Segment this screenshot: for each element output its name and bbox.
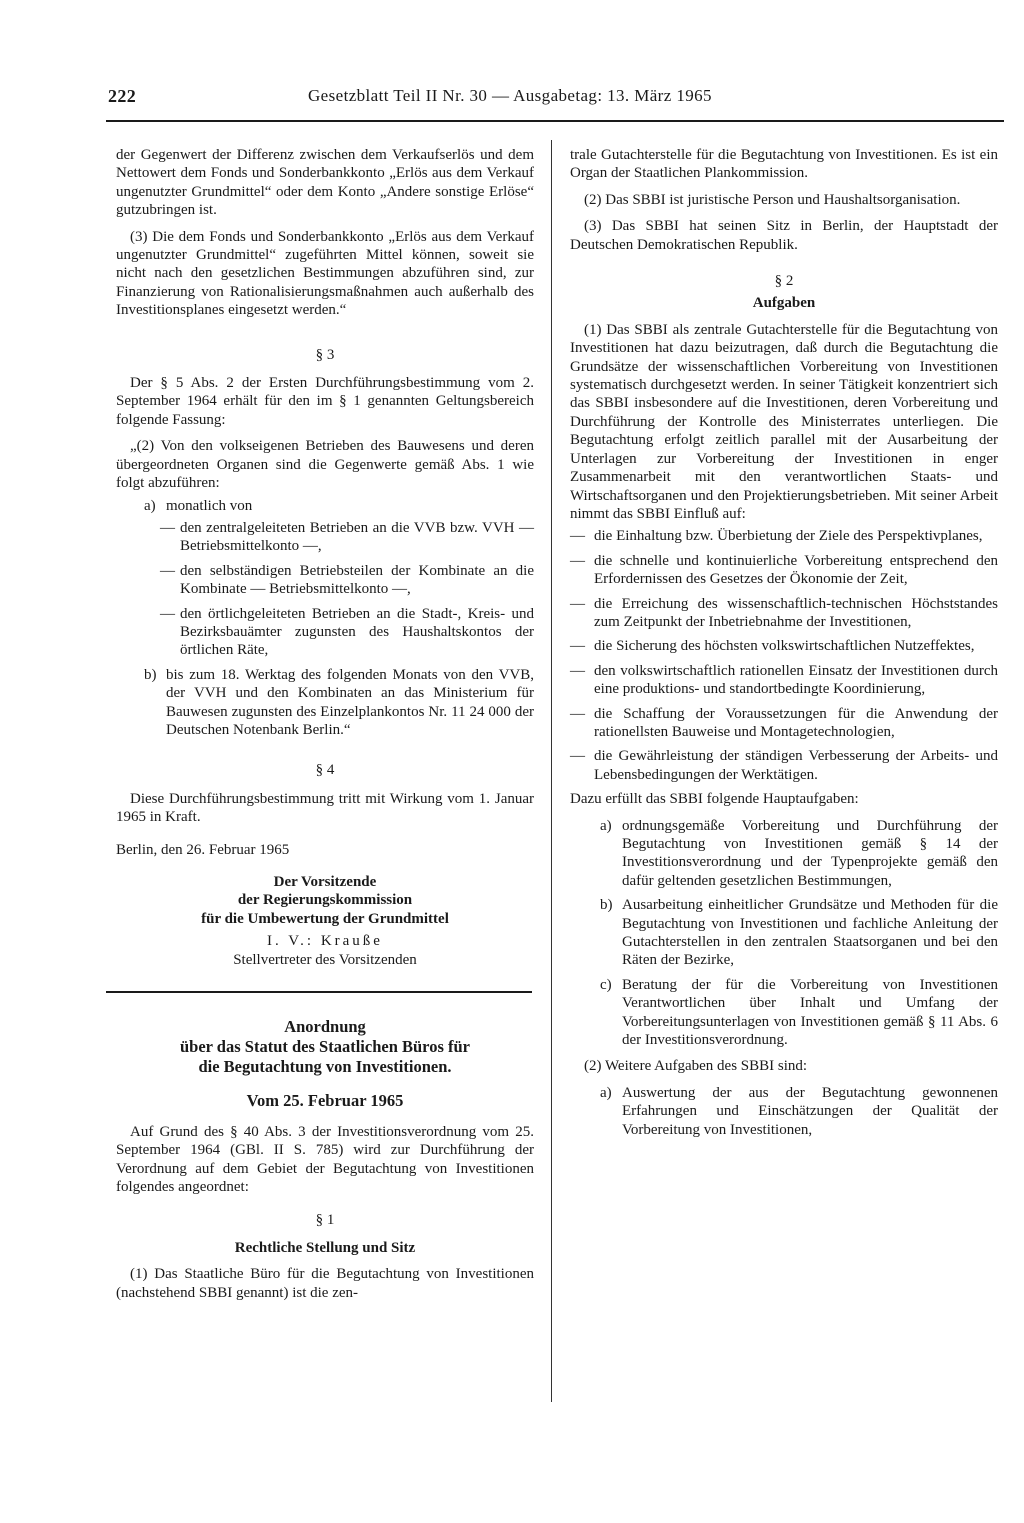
paragraph: (2) Das SBBI ist juristische Person und Haushaltsorganisation. [584, 191, 961, 208]
paragraph: trale Gutachterstelle für die Begutachtung von Investitionen. Es ist ein Organ der Staatlichen Plankommission. [570, 147, 998, 182]
dash-mark: — [570, 638, 585, 655]
signature-name: I. V.: Krauße [267, 933, 383, 950]
dash-mark: — [570, 705, 585, 722]
dash-mark: — [570, 595, 585, 612]
list-label: a) [600, 817, 612, 834]
list-text: den volkswirtschaftlich rationellen Einsatz der Investitionen durch eine produktions- und standortbedingte Koordinierung, [594, 662, 998, 698]
list-text: die Schaffung der Voraussetzungen für die Anwendung der rationellsten Bauweise und Montagetechnologien, [594, 705, 998, 740]
list-item [600, 1084, 998, 1139]
ordinance-title: über das Statut des Staatlichen Büros für [179, 1037, 470, 1057]
list-text: ordnungsgemäße Vorbereitung und Durchführung der Begutachtung von Investitionen gemäß § 14 der Investitionsverordnung und der Typenprojekte gemäß den dafür geltenden gesetzlichen Bestimmungen, [622, 817, 998, 889]
list-text: den selbständigen Betriebsteilen der Kombinate an die Kombinate — Betriebsmittelkonto —, [180, 562, 534, 598]
list-label: c) [600, 976, 612, 993]
list-label: a) [144, 497, 156, 514]
left-column [116, 146, 534, 1310]
ordinance-date: Vom 25. Februar 1965 [246, 1091, 404, 1111]
list-item [600, 817, 998, 891]
list-label: b) [144, 666, 157, 683]
dash-list [160, 519, 534, 660]
section-heading: § 1 [315, 1211, 335, 1228]
list-text: den zentralgeleiteten Betrieben an die VVB bzw. VVH — Betriebsmittelkonto —, [180, 519, 534, 555]
list-text: den örtlichgeleiteten Betrieben an die Stadt-, Kreis- und Bezirksbauämter zugunsten des Haushaltskontos der örtlichen Räte, [180, 605, 534, 659]
section-title: Aufgaben [752, 295, 816, 312]
task-list [570, 817, 998, 1050]
paragraph: Dazu erfüllt das SBBI folgende Hauptaufgaben: [570, 791, 859, 808]
list-item [160, 562, 534, 599]
paragraph: (1) Das Staatliche Büro für die Begutachtung von Investitionen (nachstehend SBBI genannt) ist die zen- [116, 1266, 534, 1301]
list-text: Auswertung der aus der Begutachtung gewonnenen Erfahrungen und Einschätzungen der Qualität der Vorbereitung von Investitionen, [622, 1084, 998, 1138]
section-heading: § 4 [315, 762, 335, 779]
list-text: bis zum 18. Werktag des folgenden Monats von den VVB, der VVH und den Kombinaten an das Ministerium für Bauwesen zugunsten des Einzelplankontos Nr. 11 24 000 der Deutschen Notenbank Berlin.“ [166, 666, 534, 738]
place-date: Berlin, den 26. Februar 1965 [116, 841, 290, 858]
dash-mark: — [570, 528, 585, 545]
list-label: a) [600, 1084, 612, 1101]
section-heading: § 2 [774, 273, 794, 290]
list-item [144, 497, 534, 515]
header-title: Gesetzblatt Teil II Nr. 30 — Ausgabetag: 13. März 1965 [308, 86, 712, 105]
paragraph: Der § 5 Abs. 2 der Ersten Durchführungsbestimmung vom 2. September 1964 erhält für den im § 1 genannten Geltungsbereich folgende Fassung: [116, 375, 534, 428]
signature-line: der Regierungskommission [237, 892, 413, 909]
list-item [160, 519, 534, 556]
dash-list [570, 527, 998, 784]
page-number: 222 [108, 86, 137, 106]
column-divider [551, 140, 552, 1402]
list-item [570, 705, 998, 742]
section-rule [106, 991, 532, 993]
signature-line: Der Vorsitzende [273, 874, 377, 890]
ordinance-title: die Begutachtung von Investitionen. [198, 1057, 452, 1077]
list-item [600, 976, 998, 1050]
list-item [570, 595, 998, 632]
paragraph: der Gegenwert der Differenz zwischen dem Verkaufserlös und dem Nettowert dem Fonds und Sonderbankkonto „Erlös aus dem Verkauf ungenutzter Grundmittel“ oder dem Konto „Andere sonstige Erlöse“ gutzubringen ist. [116, 147, 534, 219]
list-text: die Gewährleistung der ständigen Verbesserung der Arbeits- und Lebensbedingungen der Werktätigen. [594, 748, 998, 783]
section-heading: § 3 [315, 346, 335, 363]
right-column [570, 146, 998, 1145]
paragraph: (1) Das SBBI als zentrale Gutachterstelle für die Begutachtung von Investitionen hat dazu beizutragen, daß durch die Begutachtung die Grundsätze der wissenschaftlichen Vorbereitung von Investitionen systematisch durchgesetzt werden. In seiner Tätigkeit konzentriert sich das SBBI insbesondere auf die Investitionen, deren Vorbereitung und Durchführung der Kontrolle des Ministerrates unterliegen. Die Begutachtung erfolgt zeitlich parallel mit der Ausarbeitung der Unterlagen zur Vorbereitung der Investitionen in enger Zusammenarbeit mit den verantwortlichen Staats- und Wirtschaftsorganen und den Projektierungsbetrieben. Mit seiner Arbeit nimmt das SBBI Einfluß auf: [570, 321, 998, 522]
dash-mark: — [570, 662, 585, 679]
list-text: Ausarbeitung einheitlicher Grundsätze und Methoden für die Begutachtung von Investitionen und fachliche Anleitung der Gutachterstellen in den zentralen Staatsorganen und bei den Räten der Bezirke, [622, 897, 998, 969]
paragraph: „(2) Von den volkseigenen Betrieben des Bauwesens und deren übergeordneten Organen sind die Gegenwerte gemäß Abs. 1 wie folgt abzuführen: [116, 438, 534, 492]
list-text: die Erreichung des wissenschaftlich-technischen Höchststandes zum Zeitpunkt der Inbetriebnahme der Investitionen, [594, 595, 998, 630]
dash-mark: — [570, 748, 585, 765]
list-text: monatlich von [166, 497, 253, 514]
task-list [570, 1084, 998, 1139]
list-item [570, 527, 998, 545]
header-rule [106, 120, 1004, 122]
list-label: b) [600, 897, 613, 914]
paragraph: (2) Weitere Aufgaben des SBBI sind: [584, 1058, 808, 1075]
list-item [570, 662, 998, 699]
signature-role: Stellvertreter des Vorsitzenden [233, 951, 417, 968]
list-text: die Einhaltung bzw. Überbietung der Ziele des Perspektivplanes, [594, 528, 983, 545]
paragraph: (3) Das SBBI hat seinen Sitz in Berlin, der Hauptstadt der Deutschen Demokratischen Republik. [570, 218, 998, 253]
paragraph: (3) Die dem Fonds und Sonderbankkonto „Erlös aus dem Verkauf ungenutzter Grundmittel“ zugeführten Mittel können, soweit sie nicht nach den gesetzlichen Bestimmungen abzuführen sind, zur Finanzierung von Rationalisierungsmaßnahmen auch außerhalb des Investitionsplanes eingesetzt werden.“ [116, 228, 534, 319]
dash-mark: — [160, 562, 175, 579]
dash-mark: — [160, 519, 175, 536]
list-item [160, 605, 534, 660]
dash-mark: — [160, 605, 175, 622]
list-text: die Sicherung des höchsten volkswirtschaftlichen Nutzeffektes, [594, 638, 975, 655]
list-text: die schnelle und kontinuierliche Vorbereitung entsprechend den Erfordernissen des Gesetzes der Ökonomie der Zeit, [594, 552, 998, 588]
list-item [144, 666, 534, 740]
list-text: Beratung der für die Vorbereitung von Investitionen Verantwortlichen über Inhalt und Umfang der Vorbereitungsunterlagen von Investitionen gemäß § 11 Abs. 6 der Investitionsverordnung. [622, 976, 998, 1049]
ordinance-title: Anordnung [284, 1017, 366, 1037]
list-item [570, 747, 998, 784]
dash-mark: — [570, 552, 585, 569]
paragraph: Auf Grund des § 40 Abs. 3 der Investitionsverordnung vom 25. September 1964 (GBl. II S. 785) wird zur Durchführung der Verordnung auf dem Gebiet der Begutachtung von Investitionen folgendes angeordnet: [116, 1124, 534, 1196]
section-title: Rechtliche Stellung und Sitz [234, 1240, 416, 1257]
list-item [570, 552, 998, 589]
signature-line: für die Umbewertung der Grundmittel [201, 910, 449, 927]
list-item [600, 896, 998, 970]
list-item [570, 637, 998, 655]
paragraph: Diese Durchführungsbestimmung tritt mit Wirkung vom 1. Januar 1965 in Kraft. [116, 790, 534, 826]
